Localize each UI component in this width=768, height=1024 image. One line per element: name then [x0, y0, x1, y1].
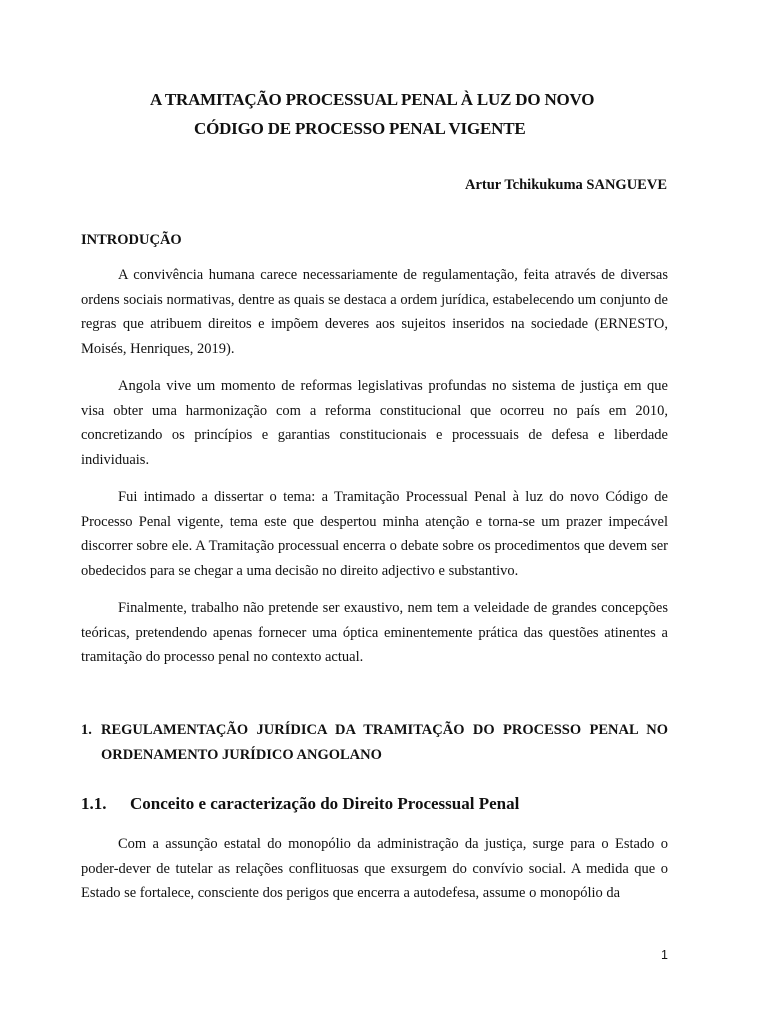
introduction-heading: INTRODUÇÃO	[81, 232, 182, 248]
document-title-line-1: A TRAMITAÇÃO PROCESSUAL PENAL À LUZ DO NOVO	[150, 90, 595, 109]
document-title-line-2: CÓDIGO DE PROCESSO PENAL VIGENTE	[194, 119, 526, 138]
section-1-1-title: Conceito e caracterização do Direito Processual Penal	[130, 794, 520, 813]
section-1-1-number: 1.1.	[81, 794, 107, 813]
intro-paragraph-4	[81, 596, 668, 670]
section-1-heading	[81, 718, 668, 767]
section-1-number: 1.	[81, 722, 92, 738]
intro-paragraph-3	[81, 485, 668, 583]
section-1-1-heading	[81, 794, 519, 814]
intro-paragraph-2	[81, 374, 668, 472]
paragraph-text: Angola vive um momento de reformas legislativas profundas no sistema de justiça em que visa obter uma harmonização com a reforma constitucional que ocorreu no país em 2010, concretizando os princípios e garantias constitucionais e processuais de defesa e liberdade individuais.	[81, 378, 668, 468]
paragraph-text: Fui intimado a dissertar o tema: a Tramitação Processual Penal à luz do novo Código de Processo Penal vigente, tema este que despertou minha atenção e torna-se um prazer impecável discorrer sobre ele. A Tramitação processual encerra o debate sobre os procedimentos que devem ser obedecidos para se chegar a uma decisão no direito adjectivo e substantivo.	[81, 489, 668, 579]
section-1-1-paragraph	[81, 832, 668, 906]
intro-paragraph-1	[81, 263, 668, 361]
section-1-title: REGULAMENTAÇÃO JURÍDICA DA TRAMITAÇÃO DO PROCESSO PENAL NO ORDENAMENTO JURÍDICO ANGOLANO	[101, 722, 668, 763]
paragraph-text: Com a assunção estatal do monopólio da administração da justiça, surge para o Estado o poder-dever de tutelar as relações conflituosas que exsurgem do convívio social. A medida que o Estado se fortalece, consciente dos perigos que encerra a autodefesa, assume o monopólio da	[81, 836, 668, 901]
page-number: 1	[661, 948, 668, 962]
paragraph-text: A convivência humana carece necessariamente de regulamentação, feita através de diversas ordens sociais normativas, dentre as quais se destaca a ordem jurídica, estabelecendo um conjunto de regras que atribuem direitos e impõem deveres aos sujeitos inseridos na sociedade (ERNESTO, Moisés, Henriques, 2019).	[81, 267, 668, 357]
author-name: Artur Tchikukuma SANGUEVE	[465, 177, 667, 193]
paragraph-text: Finalmente, trabalho não pretende ser exaustivo, nem tem a veleidade de grandes concepções teóricas, pretendendo apenas fornecer uma óptica eminentemente prática das questões atinentes a tramitação do processo penal no contexto actual.	[81, 600, 668, 665]
